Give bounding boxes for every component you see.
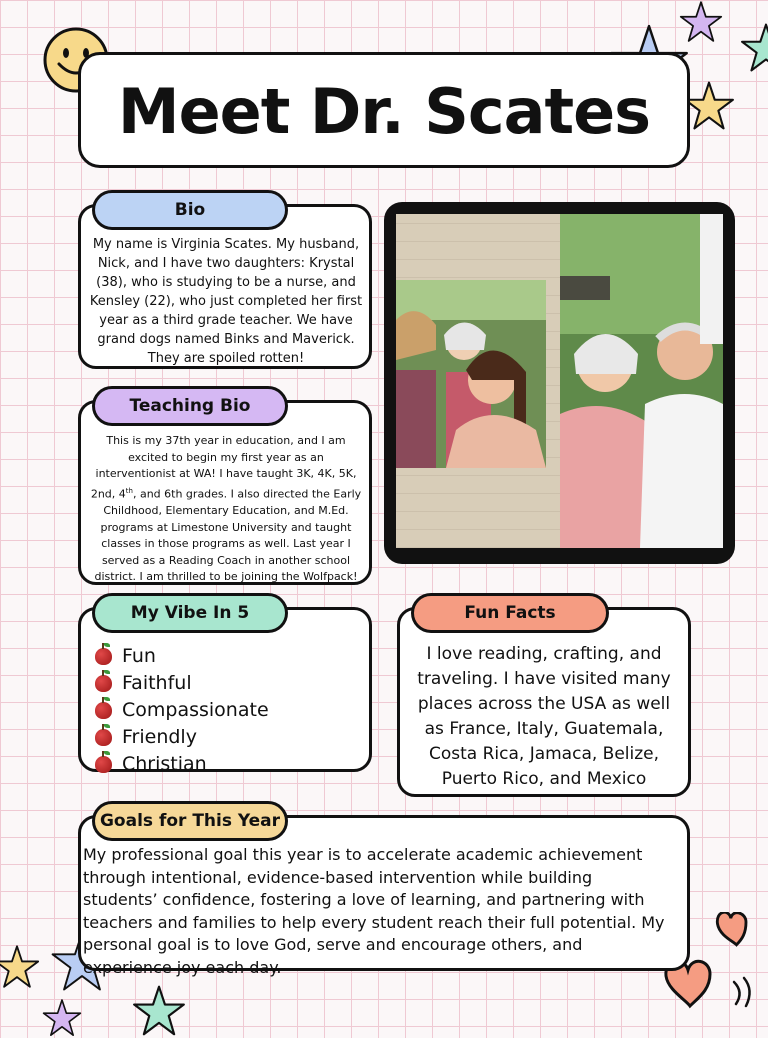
page-title: Meet Dr. Scates xyxy=(117,75,651,148)
apple-icon xyxy=(95,729,112,746)
vibe-label: My Vibe In 5 xyxy=(92,593,288,633)
star-icon xyxy=(38,998,86,1038)
teaching-bio-label: Teaching Bio xyxy=(92,386,288,426)
vibe-list xyxy=(95,643,269,778)
apple-icon xyxy=(95,702,112,719)
apple-icon xyxy=(95,675,112,692)
apple-icon xyxy=(95,648,112,665)
star-icon xyxy=(740,22,768,74)
couple-photo xyxy=(560,214,723,548)
family-photo xyxy=(384,202,735,564)
star-icon xyxy=(132,984,186,1038)
teaching-bio-card xyxy=(78,400,372,585)
selfie-photo xyxy=(396,280,546,468)
teaching-bio-text: This is my 37th year in education, and I am excited to begin my first year as an interventionist at WA! I have taught 3K, 4K, 5K, 2nd, 4th, and 6th grades. I also directed the Early Childhood, Elementary Education, and M.Ed. programs at Limestone University and taught classes in those programs as well. Last year I served as a Reading Coach in another school district. I am thrilled to be joining the Wolfpack! xyxy=(90,434,362,584)
list-item: Faithful xyxy=(95,670,269,697)
star-icon xyxy=(676,0,726,44)
star-icon xyxy=(683,80,735,132)
bio-label: Bio xyxy=(92,190,288,230)
apple-icon xyxy=(95,756,112,773)
fun-facts-label: Fun Facts xyxy=(411,593,609,633)
fun-facts-card xyxy=(397,607,691,797)
goals-text: My professional goal this year is to accelerate academic achievement through intentional, evidence-based intervention while building students’ confidence, fostering a love of learning, and partnering with teachers and families to help every student reach their full potential. My personal goal is to love God, serve and encourage others, and experience joy each day. xyxy=(83,845,665,977)
title-banner xyxy=(78,52,690,168)
list-item: Friendly xyxy=(95,724,269,751)
list-item: Christian xyxy=(95,751,269,778)
bio-text: My name is Virginia Scates. My husband, Nick, and I have two daughters: Krystal (38), who is studying to be a nurse, and Kensley (22), who just completed her first year as a third grade teacher. We have grand dogs named Binks and Maverick. They are spoiled rotten! xyxy=(89,237,363,366)
fun-facts-text: I love reading, crafting, and traveling. I have visited many places across the USA as well as France, Italy, Guatemala, Costa Rica, Jamaca, Belize, Puerto Rico, and Mexico xyxy=(417,644,671,789)
star-icon xyxy=(0,944,40,990)
list-item: Compassionate xyxy=(95,697,269,724)
list-item: Fun xyxy=(95,643,269,670)
goals-label: Goals for This Year xyxy=(92,801,288,841)
